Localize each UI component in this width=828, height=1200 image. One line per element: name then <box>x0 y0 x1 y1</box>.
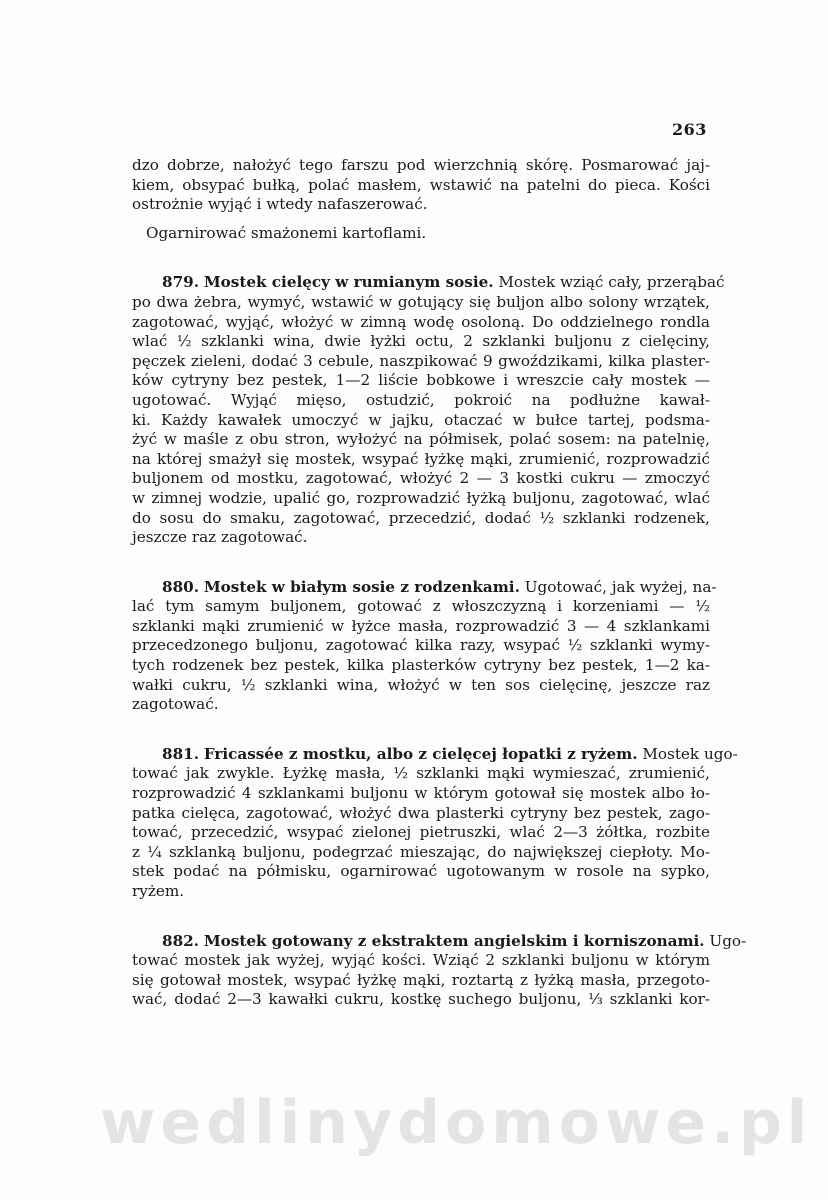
recipe-number: 881. <box>162 744 199 763</box>
text-line: ków cytryny bez pestek, 1—2 liście bobkowe i wreszcie cały mostek — <box>132 371 710 390</box>
text-line: zagotować. <box>132 695 219 714</box>
text-line: stek podać na półmisku, ogarnirować ugotowanym w rosole na sypko, <box>132 862 710 881</box>
recipe-heading-line <box>132 744 738 765</box>
text-line: przecedzonego buljonu, zagotować kilka razy, wsypać ½ szklanki wymy- <box>132 636 710 655</box>
text-line: z ¼ szklanką buljonu, podegrzać mieszając, do największej ciepłoty. Mo- <box>132 842 710 861</box>
text-line: lać tym samym buljonem, gotować z włoszczyzną i korzeniami — ½ <box>132 597 710 616</box>
text-line: ki. Każdy kawałek umoczyć w jajku, otaczać w bułce tartej, podsma- <box>132 410 710 429</box>
recipe-882 <box>132 931 747 1010</box>
page-number: 263 <box>672 120 707 139</box>
text-line: Mostek wziąć cały, przerąbać <box>498 273 725 292</box>
watermark: wedlinydomowe.pl <box>100 1088 813 1158</box>
garnish-note: Ogarnirować smażonemi kartoflami. <box>146 223 427 242</box>
recipe-880 <box>132 577 717 715</box>
text-line: ugotować. Wyjąć mięso, ostudzić, pokroić na podłużne kawał- <box>132 390 710 409</box>
text-line: jeszcze raz zagotować. <box>132 528 308 547</box>
text-line: rozprowadzić 4 szklankami buljonu w którym gotował się mostek albo ło- <box>132 784 710 803</box>
text-line: kiem, obsypać bułką, polać masłem, wstawić na patelni do pieca. Kości <box>132 175 710 194</box>
text-line: po dwa żebra, wymyć, wstawić w gotujący się buljon albo solony wrzątek, <box>132 292 710 311</box>
text-line: do sosu do smaku, zagotować, przecedzić, dodać ½ szklanki rodzenek, <box>132 508 710 527</box>
text-line: buljonem od mostku, zagotować, włożyć 2 — 3 kostki cukru — zmoczyć <box>132 469 710 488</box>
text-line: na której smażył się mostek, wsypać łyżkę mąki, zrumienić, rozprowadzić <box>132 449 710 468</box>
text-line: patka cielęca, zagotować, włożyć dwa plasterki cytryny bez pestek, zago- <box>132 803 710 822</box>
text-line: w zimnej wodzie, upalić go, rozprowadzić łyżką buljonu, zagotować, wlać <box>132 488 710 507</box>
recipe-number: 879. <box>162 273 199 292</box>
text-line: tych rodzenek bez pestek, kilka plasterków cytryny bez pestek, 1—2 ka- <box>132 656 710 675</box>
text-line: się gotował mostek, wsypać łyżkę mąki, roztartą z łyżką masła, przegoto- <box>132 970 710 989</box>
text-line: wać, dodać 2—3 kawałki cukru, kostkę suchego buljonu, ⅓ szklanki kor- <box>132 990 710 1009</box>
text-line: zagotować, wyjąć, włożyć w zimną wodę osoloną. Do oddzielnego rondla <box>132 312 710 331</box>
recipe-heading-line <box>132 273 725 293</box>
recipe-number: 880. <box>162 577 199 596</box>
recipe-title: Mostek w białym sosie z rodzenkami. <box>203 577 520 596</box>
text-line: wlać ½ szklanki wina, dwie łyżki octu, 2 szklanki buljonu z cielęciny, <box>132 332 710 351</box>
text-line: wałki cukru, ½ szklanki wina, włożyć w ten sos cielęcinę, jeszcze raz <box>132 675 710 694</box>
recipe-title: Mostek gotowany z ekstraktem angielskim i korniszonami. <box>203 931 705 950</box>
text-line: Ugo- <box>709 931 747 950</box>
text-line: dzo dobrze, nałożyć tego farszu pod wierzchnią skórę. Posmarować jaj- <box>132 156 710 174</box>
text-line: tować, przecedzić, wsypać zielonej pietruszki, wlać 2—3 żółtka, rozbite <box>132 823 710 842</box>
text-line: tować jak zwykle. Łyżkę masła, ½ szklanki mąki wymieszać, zrumienić, <box>132 764 710 783</box>
recipe-heading-line <box>132 577 717 598</box>
text-line: żyć w maśle z obu stron, wyłożyć na półmisek, polać sosem: na patelnię, <box>132 430 710 449</box>
recipe-heading-line <box>132 931 747 952</box>
text-line: Mostek ugo- <box>642 744 738 763</box>
text-line: tować mostek jak wyżej, wyjąć kości. Wziąć 2 szklanki buljonu w którym <box>132 951 710 970</box>
recipe-number: 882. <box>162 931 199 950</box>
text-line: pęczek zieleni, dodać 3 cebule, naszpikować 9 gwoździkami, kilka plaster- <box>132 351 710 370</box>
text-line: Ugotować, jak wyżej, na- <box>524 577 717 596</box>
page-text <box>132 156 747 1010</box>
recipe-title: Fricassée z mostku, albo z cielęcej łopatki z ryżem. <box>203 744 638 763</box>
recipe-881 <box>132 744 738 902</box>
text-line: ostrożnie wyjąć i wtedy nafaszerować. <box>132 195 428 214</box>
text-line: szklanki mąki zrumienić w łyżce masła, rozprowadzić 3 — 4 szklankami <box>132 616 710 635</box>
recipe-879 <box>132 273 725 547</box>
recipe-title: Mostek cielęcy w rumianym sosie. <box>203 273 494 292</box>
text-line: ryżem. <box>132 882 185 900</box>
